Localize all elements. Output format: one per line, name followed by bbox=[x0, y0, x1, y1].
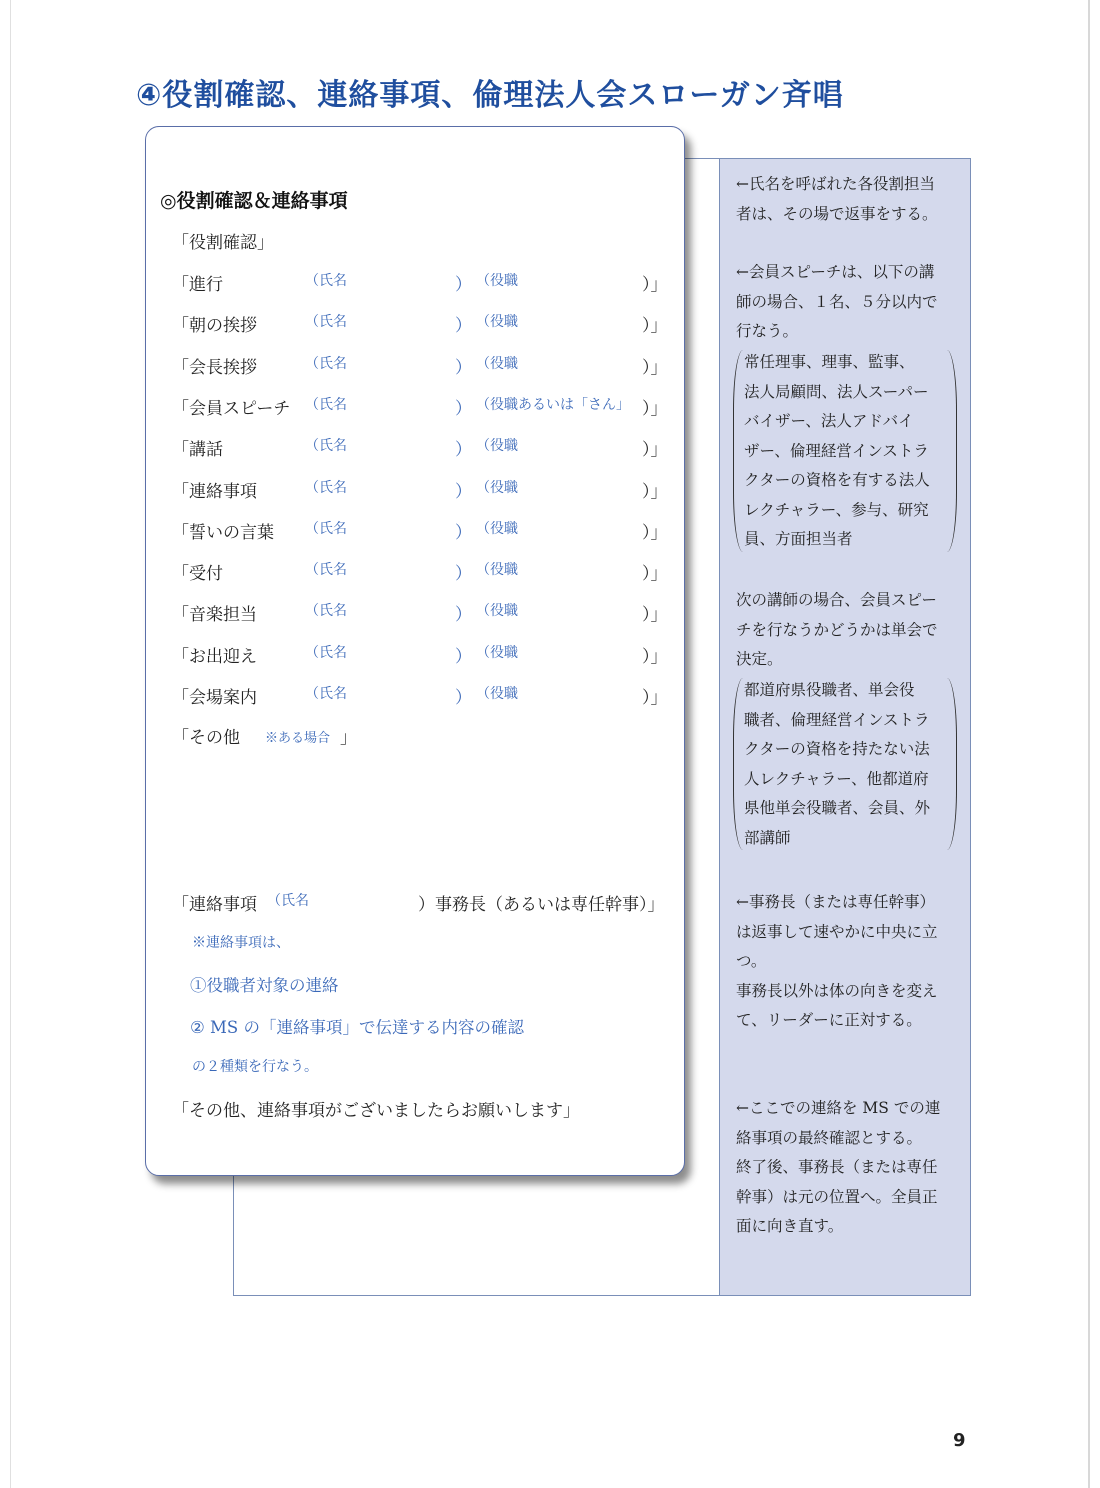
role-post-field: （役職 bbox=[476, 562, 518, 578]
role-row-close: ）」 bbox=[642, 647, 668, 667]
side-note-line: 人レクチャラー、他都道府 bbox=[744, 769, 929, 788]
page-edge-right bbox=[1088, 0, 1090, 1488]
role-name-close: ） bbox=[455, 358, 472, 378]
role-name-close: ） bbox=[455, 647, 472, 667]
role-post-field: （役職 bbox=[476, 645, 518, 661]
side-note-line: 職者、倫理経営インストラ bbox=[744, 710, 930, 729]
role-label: 「お出迎え bbox=[172, 647, 257, 667]
role-post-field: （役職 bbox=[476, 356, 518, 372]
role-name-close: ） bbox=[455, 275, 472, 295]
role-name-field: （氏名 bbox=[305, 314, 347, 330]
role-name-field: （氏名 bbox=[305, 603, 347, 619]
contact-name-paren bbox=[267, 890, 309, 910]
role-name-close: ） bbox=[455, 399, 472, 419]
role-label: 「誓いの言葉 bbox=[172, 523, 274, 543]
role-name-field: （氏名 bbox=[305, 438, 347, 454]
role-label: 「会員スピーチ bbox=[172, 399, 291, 419]
role-post-field: （役職 bbox=[476, 480, 518, 496]
role-row-close: ）」 bbox=[642, 399, 668, 419]
side-note-line: レクチャラー、参与、研究 bbox=[744, 500, 929, 519]
role-name-close: ） bbox=[455, 688, 472, 708]
role-name-close: ） bbox=[455, 440, 472, 460]
role-name-close: ） bbox=[455, 316, 472, 336]
side-note-line: 決定。 bbox=[736, 650, 783, 668]
role-name-field: （氏名 bbox=[305, 397, 347, 413]
side-note-line: 事務長以外は体の向きを変え bbox=[736, 981, 938, 1000]
role-label: 「会場案内 bbox=[172, 688, 257, 708]
role-name-field: （氏名 bbox=[305, 273, 347, 289]
side-note-line: チを行なうかどうかは単会で bbox=[736, 620, 938, 639]
role-post-field: （役職 bbox=[476, 521, 518, 537]
role-post-field: （役職 bbox=[476, 603, 518, 619]
role-row-close: ）」 bbox=[642, 275, 668, 295]
side-note-line: は返事して速やかに中央に立 bbox=[736, 922, 938, 941]
contact-item-2: ② MS の「連絡事項」で伝達する内容の確認 bbox=[190, 1018, 524, 1037]
side-note-line: 行なう。 bbox=[736, 322, 799, 340]
role-row-close: ）」 bbox=[642, 688, 668, 708]
side-note-line: クターの資格を有する法人 bbox=[744, 471, 930, 489]
role-label: 「音楽担当 bbox=[172, 605, 257, 625]
side-note-line: ザー、倫理経営インストラ bbox=[744, 441, 929, 460]
contact-note-intro: ※連絡事項は、 bbox=[192, 935, 290, 951]
side-note-3 bbox=[736, 586, 962, 675]
role-row-close: ）」 bbox=[642, 605, 668, 625]
contact-label: 「連絡事項 bbox=[172, 895, 257, 915]
page-edge-left bbox=[10, 0, 11, 1488]
section-heading: ◎役割確認＆連絡事項 bbox=[160, 190, 348, 212]
role-label: 「受付 bbox=[172, 564, 223, 584]
role-row-close: ）」 bbox=[642, 564, 668, 584]
role-label: 「講話 bbox=[172, 440, 223, 460]
role-label: 「朝の挨拶 bbox=[172, 316, 257, 336]
side-bracket-1-text bbox=[744, 348, 970, 555]
role-name-field: （氏名 bbox=[305, 521, 347, 537]
contact-item-1: ①役職者対象の連絡 bbox=[190, 976, 339, 995]
role-name-close: ） bbox=[455, 564, 472, 584]
role-name-field: （氏名 bbox=[305, 356, 347, 372]
side-note-line: 師の場合、１名、５分以内で bbox=[736, 292, 938, 311]
contact-name-label: （氏名 bbox=[267, 893, 309, 909]
side-note-line: て、リーダーに正対する。 bbox=[736, 1011, 922, 1029]
side-note-2 bbox=[736, 258, 962, 347]
role-label: 「連絡事項 bbox=[172, 482, 257, 502]
side-note-4 bbox=[736, 888, 962, 1036]
side-note-line: クターの資格を持たない法 bbox=[744, 740, 930, 758]
page-title: ④役割確認、連絡事項、倫理法人会スローガン斉唱 bbox=[136, 78, 844, 113]
role-intro: 「役割確認」 bbox=[172, 233, 274, 253]
side-note-line: ←事務長（または専任幹事） bbox=[736, 893, 935, 911]
side-note-line: 絡事項の最終確認とする。 bbox=[736, 1128, 923, 1147]
side-note-line: 幹事）は元の位置へ。全員正 bbox=[736, 1187, 938, 1206]
side-note-line: 都道府県役職者、単会役 bbox=[744, 681, 915, 699]
role-row-close: ）」 bbox=[642, 440, 668, 460]
side-note-line: 者は、その場で返事をする。 bbox=[736, 204, 938, 223]
role-post-field: （役職 bbox=[476, 314, 518, 330]
side-note-line: 法人局顧問、法人スーパー bbox=[744, 382, 929, 401]
contact-suffix: ）事務長（あるいは専任幹事）」 bbox=[418, 895, 665, 915]
role-post-field: （役職あるいは「さん」 bbox=[476, 397, 630, 413]
role-label: 「進行 bbox=[172, 275, 223, 295]
other-role-close: 」 bbox=[340, 728, 357, 748]
side-note-5 bbox=[736, 1094, 962, 1242]
side-note-line: ←氏名を呼ばれた各役割担当 bbox=[736, 175, 935, 193]
role-row-close: ）」 bbox=[642, 316, 668, 336]
side-note-line: ←ここでの連絡を MS での連 bbox=[736, 1099, 941, 1117]
side-note-line: 次の講師の場合、会員スピー bbox=[736, 591, 937, 609]
contact-note-outro: の２種類を行なう。 bbox=[192, 1059, 318, 1075]
other-role-label: 「その他 bbox=[172, 728, 240, 748]
side-note-line: 県他単会役職者、会員、外 bbox=[744, 799, 931, 817]
page-number: 9 bbox=[953, 1430, 966, 1451]
side-note-line: 員、方面担当者 bbox=[744, 530, 853, 548]
role-name-close: ） bbox=[455, 605, 472, 625]
role-name-close: ） bbox=[455, 482, 472, 502]
role-name-field: （氏名 bbox=[305, 480, 347, 496]
side-note-line: 面に向き直す。 bbox=[736, 1217, 844, 1235]
side-note-line: 部講師 bbox=[744, 828, 791, 847]
role-name-field: （氏名 bbox=[305, 562, 347, 578]
other-role-note: ※ある場合 bbox=[265, 731, 331, 746]
side-bracket-2-text bbox=[744, 676, 970, 853]
side-note-line: 常任理事、理事、監事、 bbox=[744, 353, 915, 371]
side-note-line: バイザー、法人アドバイ bbox=[744, 412, 914, 430]
side-note-line: つ。 bbox=[736, 952, 767, 970]
role-name-field: （氏名 bbox=[305, 686, 347, 702]
role-row-close: ）」 bbox=[642, 523, 668, 543]
role-label: 「会長挨拶 bbox=[172, 358, 257, 378]
role-name-field: （氏名 bbox=[305, 645, 347, 661]
side-note-1 bbox=[736, 170, 962, 229]
role-post-field: （役職 bbox=[476, 273, 518, 289]
role-post-field: （役職 bbox=[476, 438, 518, 454]
role-post-field: （役職 bbox=[476, 686, 518, 702]
side-note-line: 終了後、事務長（または専任 bbox=[736, 1158, 938, 1176]
role-row-close: ）」 bbox=[642, 482, 668, 502]
side-note-line: ←会員スピーチは、以下の講 bbox=[736, 263, 935, 281]
role-row-close: ）」 bbox=[642, 358, 668, 378]
contact-closing: 「その他、連絡事項がございましたらお願いします」 bbox=[172, 1101, 580, 1121]
role-name-close: ） bbox=[455, 523, 472, 543]
